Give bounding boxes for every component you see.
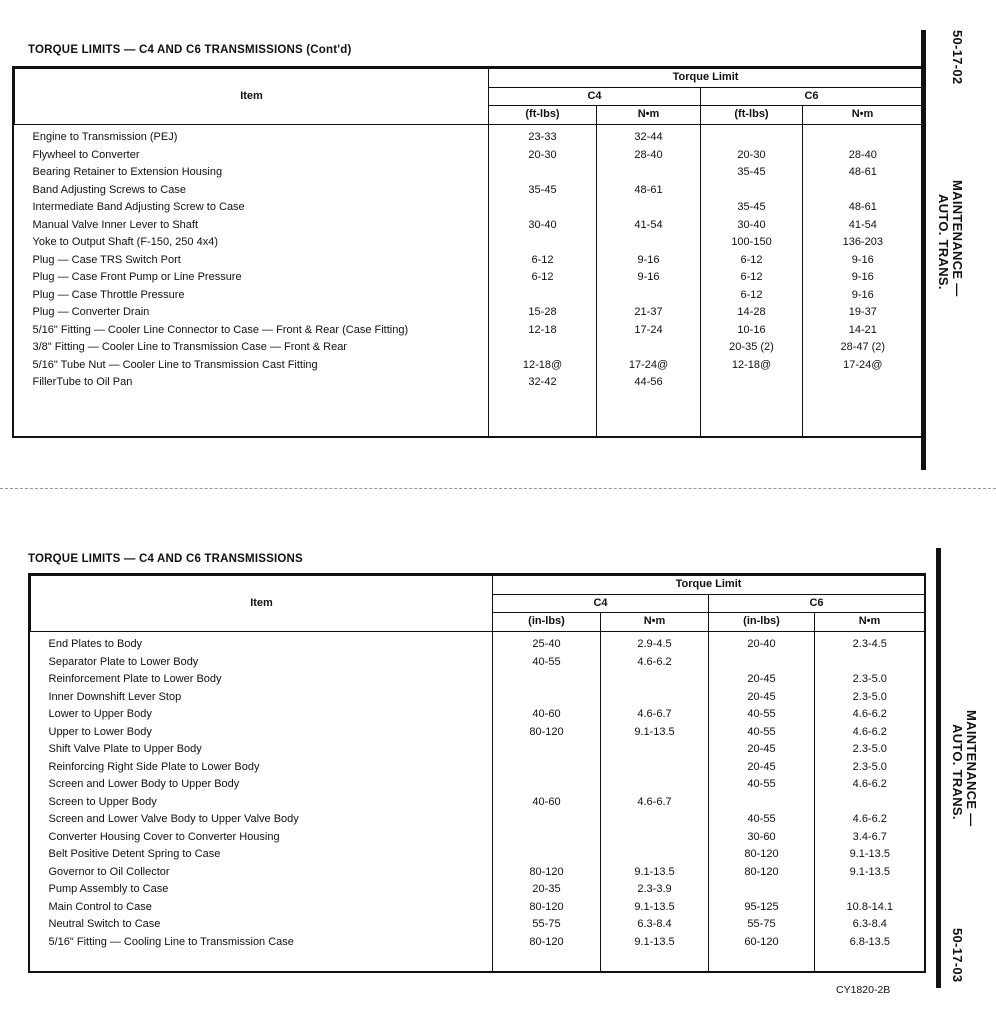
table-filler-row (31, 951, 925, 971)
c4-value-a (493, 811, 601, 829)
c4-value-b: 9.1-13.5 (601, 864, 709, 882)
empty-cell (709, 951, 815, 971)
c4-value-a: 12-18@ (489, 357, 597, 375)
item-cell: Engine to Transmission (PEJ) (15, 125, 489, 147)
c6-value-b: 10.8-14.1 (846, 900, 894, 913)
c4-value-a: 35-45 (489, 182, 597, 200)
c6-value-a: 20-30 (701, 147, 803, 165)
c4-value-b: 9.1-13.5 (601, 934, 709, 952)
table-row (31, 632, 925, 654)
c4-value-b: 9.1-13.5 (601, 899, 709, 917)
c4-value-b: 17-24@ (597, 357, 701, 375)
empty-cell (803, 392, 923, 437)
item-cell: Screen and Lower Body to Upper Body (31, 776, 493, 794)
table-row (31, 899, 925, 917)
bottom-c4-header: C4 (493, 594, 709, 613)
c4-value-b: 44-56 (597, 374, 701, 392)
table-row (15, 164, 923, 182)
table-row (31, 794, 925, 812)
c6-value-b: 3.4-6.7 (852, 830, 887, 843)
c4-value-a: 32-42 (489, 374, 597, 392)
table-row (15, 147, 923, 165)
item-cell: Screen to Upper Body (31, 794, 493, 812)
c4-value-b (601, 811, 709, 829)
c6-value-a: 30-60 (709, 829, 815, 847)
c6-value-b: 9-16 (851, 253, 874, 266)
item-cell: 3/8" Fitting — Cooler Line to Transmission Case — Front & Rear (15, 339, 489, 357)
item-cell: Plug — Converter Drain (15, 304, 489, 322)
table-row (31, 934, 925, 952)
c6-value-b: 2.3-5.0 (852, 690, 887, 703)
c4-value-a: 6-12 (489, 269, 597, 287)
top-c6-ftlbs-header: (ft-lbs) (701, 106, 803, 125)
item-cell: Inner Downshift Lever Stop (31, 689, 493, 707)
empty-cell (601, 951, 709, 971)
table-row (15, 322, 923, 340)
table-row (31, 811, 925, 829)
bottom-c4-inlbs-header: (in-lbs) (493, 613, 601, 632)
c6-value-b: 48-61 (848, 166, 877, 178)
bottom-item-header: Item (31, 576, 493, 632)
bottom-torque-table (28, 573, 926, 973)
item-cell: Main Control to Case (31, 899, 493, 917)
c6-value-a: 6-12 (701, 252, 803, 270)
bottom-table-title: TORQUE LIMITS — C4 AND C6 TRANSMISSIONS (28, 553, 303, 565)
c6-value-b: 2.3-5.0 (852, 743, 887, 755)
c6-value-a (701, 182, 803, 200)
c6-value-b: 2.3-5.0 (852, 673, 887, 685)
c4-value-b (597, 199, 701, 217)
c6-value-b: 17-24@ (843, 358, 883, 371)
bottom-section-label-1: MAINTENANCE — (964, 710, 979, 827)
c4-value-b (601, 741, 709, 759)
bottom-torque-limit-header: Torque Limit (493, 576, 925, 595)
item-cell: Neutral Switch to Case (31, 916, 493, 934)
table-row (31, 671, 925, 689)
c4-value-a (489, 234, 597, 252)
item-cell: Flywheel to Converter (15, 147, 489, 165)
c6-value-a (709, 654, 815, 672)
c4-value-b (601, 829, 709, 847)
item-cell: Reinforcing Right Side Plate to Lower Body (31, 759, 493, 777)
c4-value-b: 4.6-6.7 (601, 794, 709, 812)
c4-value-b: 48-61 (597, 182, 701, 200)
c6-value-a (709, 794, 815, 812)
c4-value-b: 21-37 (597, 304, 701, 322)
table-row (31, 776, 925, 794)
item-cell: 5/16" Fitting — Cooler Line Connector to Case — Front & Rear (Case Fitting) (15, 322, 489, 340)
c6-value-a: 10-16 (701, 322, 803, 340)
c4-value-a: 40-60 (493, 794, 601, 812)
c6-value-b: 9.1-13.5 (849, 848, 890, 860)
c6-value-b: 14-21 (848, 323, 877, 336)
table-row (15, 339, 923, 357)
table-row (31, 881, 925, 899)
c6-value-a: 40-55 (709, 811, 815, 829)
c4-value-a (489, 199, 597, 217)
c6-value-b: 6.3-8.4 (852, 918, 887, 930)
c4-value-b (601, 671, 709, 689)
c4-value-a (493, 689, 601, 707)
top-c4-header: C4 (489, 87, 701, 106)
c6-value-a: 20-45 (709, 759, 815, 777)
top-c4-ftlbs-header: (ft-lbs) (489, 106, 597, 125)
c4-value-b (601, 759, 709, 777)
table-row (15, 199, 923, 217)
c4-value-a (493, 671, 601, 689)
c4-value-a: 55-75 (493, 916, 601, 934)
top-item-header: Item (15, 69, 489, 125)
c6-value-a: 12-18@ (701, 357, 803, 375)
table-row (31, 916, 925, 934)
c6-value-a (701, 125, 803, 147)
c6-value-a: 20-40 (709, 632, 815, 654)
table-row (15, 125, 923, 147)
c6-value-b (803, 374, 923, 392)
item-cell: Plug — Case Front Pump or Line Pressure (15, 269, 489, 287)
top-c6-nm-header: N•m (803, 106, 923, 125)
item-cell: Pump Assembly to Case (31, 881, 493, 899)
table-row (15, 252, 923, 270)
item-cell: Band Adjusting Screws to Case (15, 182, 489, 200)
c4-value-a: 30-40 (489, 217, 597, 235)
item-cell: Yoke to Output Shaft (F-150, 250 4x4) (15, 234, 489, 252)
c6-value-b (803, 182, 923, 200)
empty-cell (493, 951, 601, 971)
c4-value-a (493, 776, 601, 794)
table-row (31, 689, 925, 707)
c4-value-b: 9.1-13.5 (601, 724, 709, 742)
c4-value-a: 20-30 (489, 147, 597, 165)
c4-value-b: 9-16 (597, 252, 701, 270)
item-cell: Lower to Upper Body (31, 706, 493, 724)
c6-value-a: 20-45 (709, 689, 815, 707)
item-cell: 5/16" Tube Nut — Cooler Line to Transmission Cast Fitting (15, 357, 489, 375)
table-row (15, 269, 923, 287)
empty-cell (597, 392, 701, 437)
c6-value-a: 95-125 (709, 899, 815, 917)
c4-value-a: 40-60 (493, 706, 601, 724)
empty-cell (15, 392, 489, 437)
c4-value-a: 20-35 (493, 881, 601, 899)
bottom-section-label-2: AUTO. TRANS. (950, 724, 965, 820)
c4-value-b (601, 689, 709, 707)
c4-value-b (597, 339, 701, 357)
c6-value-b: 4.6-6.2 (852, 813, 887, 825)
c6-value-b: 4.6-6.2 (852, 778, 887, 790)
top-section-label-2: AUTO. TRANS. (936, 194, 951, 290)
c6-value-a: 60-120 (709, 934, 815, 952)
table-row (31, 846, 925, 864)
c6-value-a: 100-150 (701, 234, 803, 252)
empty-cell (489, 392, 597, 437)
bottom-c6-header: C6 (709, 594, 925, 613)
c4-value-a (493, 741, 601, 759)
item-cell: FillerTube to Oil Pan (15, 374, 489, 392)
c4-value-b: 9-16 (597, 269, 701, 287)
c4-value-a: 25-40 (493, 632, 601, 654)
item-cell: Screen and Lower Valve Body to Upper Valve Body (31, 811, 493, 829)
c6-value-a: 6-12 (701, 269, 803, 287)
top-table-title: TORQUE LIMITS — C4 AND C6 TRANSMISSIONS (Cont'd) (28, 44, 352, 56)
c6-value-b: 19-37 (848, 306, 877, 318)
c4-value-b: 4.6-6.7 (601, 706, 709, 724)
c4-value-a: 80-120 (493, 864, 601, 882)
top-c6-header: C6 (701, 87, 923, 106)
bottom-c6-nm-header: N•m (815, 613, 925, 632)
c4-value-a (493, 829, 601, 847)
c4-value-b: 2.3-3.9 (601, 881, 709, 899)
c4-value-a: 6-12 (489, 252, 597, 270)
item-cell: Shift Valve Plate to Upper Body (31, 741, 493, 759)
c6-value-b: 4.6-6.2 (852, 725, 887, 738)
c6-value-a: 20-45 (709, 741, 815, 759)
item-cell: Converter Housing Cover to Converter Housing (31, 829, 493, 847)
c4-value-b (597, 164, 701, 182)
c4-value-b (601, 846, 709, 864)
c6-value-a: 40-55 (709, 776, 815, 794)
bottom-c4-nm-header: N•m (601, 613, 709, 632)
c6-value-a: 55-75 (709, 916, 815, 934)
c4-value-a: 80-120 (493, 934, 601, 952)
c6-value-b (815, 794, 925, 812)
c4-value-b: 6.3-8.4 (601, 916, 709, 934)
c6-value-a: 30-40 (701, 217, 803, 235)
bottom-page-number: 50-17-03 (950, 928, 965, 983)
item-cell: Upper to Lower Body (31, 724, 493, 742)
bottom-table-body (31, 632, 925, 972)
c4-value-b: 28-40 (597, 147, 701, 165)
page-divider (0, 488, 996, 489)
table-row (15, 217, 923, 235)
empty-cell (815, 951, 925, 971)
c4-value-b: 32-44 (597, 125, 701, 147)
top-table-body (15, 125, 923, 437)
c6-value-b (803, 125, 923, 147)
figure-code: CY1820-2B (836, 984, 891, 996)
c6-value-b: 9-16 (851, 288, 874, 301)
table-row (31, 724, 925, 742)
c4-value-a: 23-33 (489, 125, 597, 147)
table-row (15, 234, 923, 252)
empty-cell (701, 392, 803, 437)
top-c4-nm-header: N•m (597, 106, 701, 125)
c6-value-b: 2.3-4.5 (852, 638, 887, 650)
c6-value-a: 80-120 (709, 846, 815, 864)
c6-value-b: 2.3-5.0 (852, 760, 887, 773)
table-row (15, 304, 923, 322)
table-row (31, 864, 925, 882)
item-cell: Manual Valve Inner Lever to Shaft (15, 217, 489, 235)
c6-value-a: 14-28 (701, 304, 803, 322)
table-row (15, 374, 923, 392)
c4-value-a (493, 759, 601, 777)
top-page-number: 50-17-02 (950, 30, 965, 85)
top-section-label-1: MAINTENANCE — (950, 180, 965, 297)
c4-value-b (601, 776, 709, 794)
item-cell: Intermediate Band Adjusting Screw to Case (15, 199, 489, 217)
c4-value-a: 12-18 (489, 322, 597, 340)
bottom-c6-inlbs-header: (in-lbs) (709, 613, 815, 632)
item-cell: 5/16" Fitting — Cooling Line to Transmission Case (31, 934, 493, 952)
c6-value-b: 48-61 (848, 201, 877, 213)
table-row (31, 654, 925, 672)
table-row (15, 182, 923, 200)
c6-value-a: 40-55 (709, 724, 815, 742)
c6-value-a: 35-45 (701, 199, 803, 217)
c6-value-a (701, 374, 803, 392)
item-cell: Plug — Case TRS Switch Port (15, 252, 489, 270)
c4-value-b: 2.9-4.5 (601, 632, 709, 654)
c4-value-a (489, 287, 597, 305)
c6-value-b (815, 881, 925, 899)
item-cell: End Plates to Body (31, 632, 493, 654)
c6-value-b: 28-47 (2) (840, 341, 886, 353)
c6-value-a: 80-120 (709, 864, 815, 882)
c6-value-b: 28-40 (848, 148, 877, 161)
c4-value-a (493, 846, 601, 864)
table-row (31, 829, 925, 847)
c4-value-b (597, 234, 701, 252)
c6-value-b: 9-16 (851, 271, 874, 283)
c6-value-b: 41-54 (848, 218, 877, 231)
c4-value-a (489, 339, 597, 357)
top-margin-bar (921, 30, 926, 470)
c4-value-a: 15-28 (489, 304, 597, 322)
table-row (31, 741, 925, 759)
c6-value-b: 6.8-13.5 (849, 935, 890, 948)
item-cell: Plug — Case Throttle Pressure (15, 287, 489, 305)
c4-value-a (489, 164, 597, 182)
c6-value-a: 6-12 (701, 287, 803, 305)
table-filler-row (15, 392, 923, 437)
item-cell: Governor to Oil Collector (31, 864, 493, 882)
c4-value-a: 80-120 (493, 899, 601, 917)
table-row (15, 357, 923, 375)
item-cell: Bearing Retainer to Extension Housing (15, 164, 489, 182)
c6-value-a: 20-45 (709, 671, 815, 689)
c6-value-b: 4.6-6.2 (852, 708, 887, 720)
table-row (31, 759, 925, 777)
item-cell: Reinforcement Plate to Lower Body (31, 671, 493, 689)
c4-value-b: 41-54 (597, 217, 701, 235)
item-cell: Belt Positive Detent Spring to Case (31, 846, 493, 864)
bottom-margin-bar (936, 548, 941, 988)
top-torque-table (12, 66, 924, 438)
table-row (15, 287, 923, 305)
c6-value-a: 40-55 (709, 706, 815, 724)
c6-value-b: 136-203 (842, 236, 883, 248)
c6-value-b (815, 654, 925, 672)
table-row (31, 706, 925, 724)
top-torque-limit-header: Torque Limit (489, 69, 923, 88)
c4-value-b: 4.6-6.2 (601, 654, 709, 672)
c4-value-b (597, 287, 701, 305)
c6-value-a: 20-35 (2) (701, 339, 803, 357)
c4-value-a: 80-120 (493, 724, 601, 742)
empty-cell (31, 951, 493, 971)
c4-value-a: 40-55 (493, 654, 601, 672)
c4-value-b: 17-24 (597, 322, 701, 340)
item-cell: Separator Plate to Lower Body (31, 654, 493, 672)
c6-value-a: 35-45 (701, 164, 803, 182)
c6-value-b: 9.1-13.5 (849, 865, 890, 878)
c6-value-a (709, 881, 815, 899)
